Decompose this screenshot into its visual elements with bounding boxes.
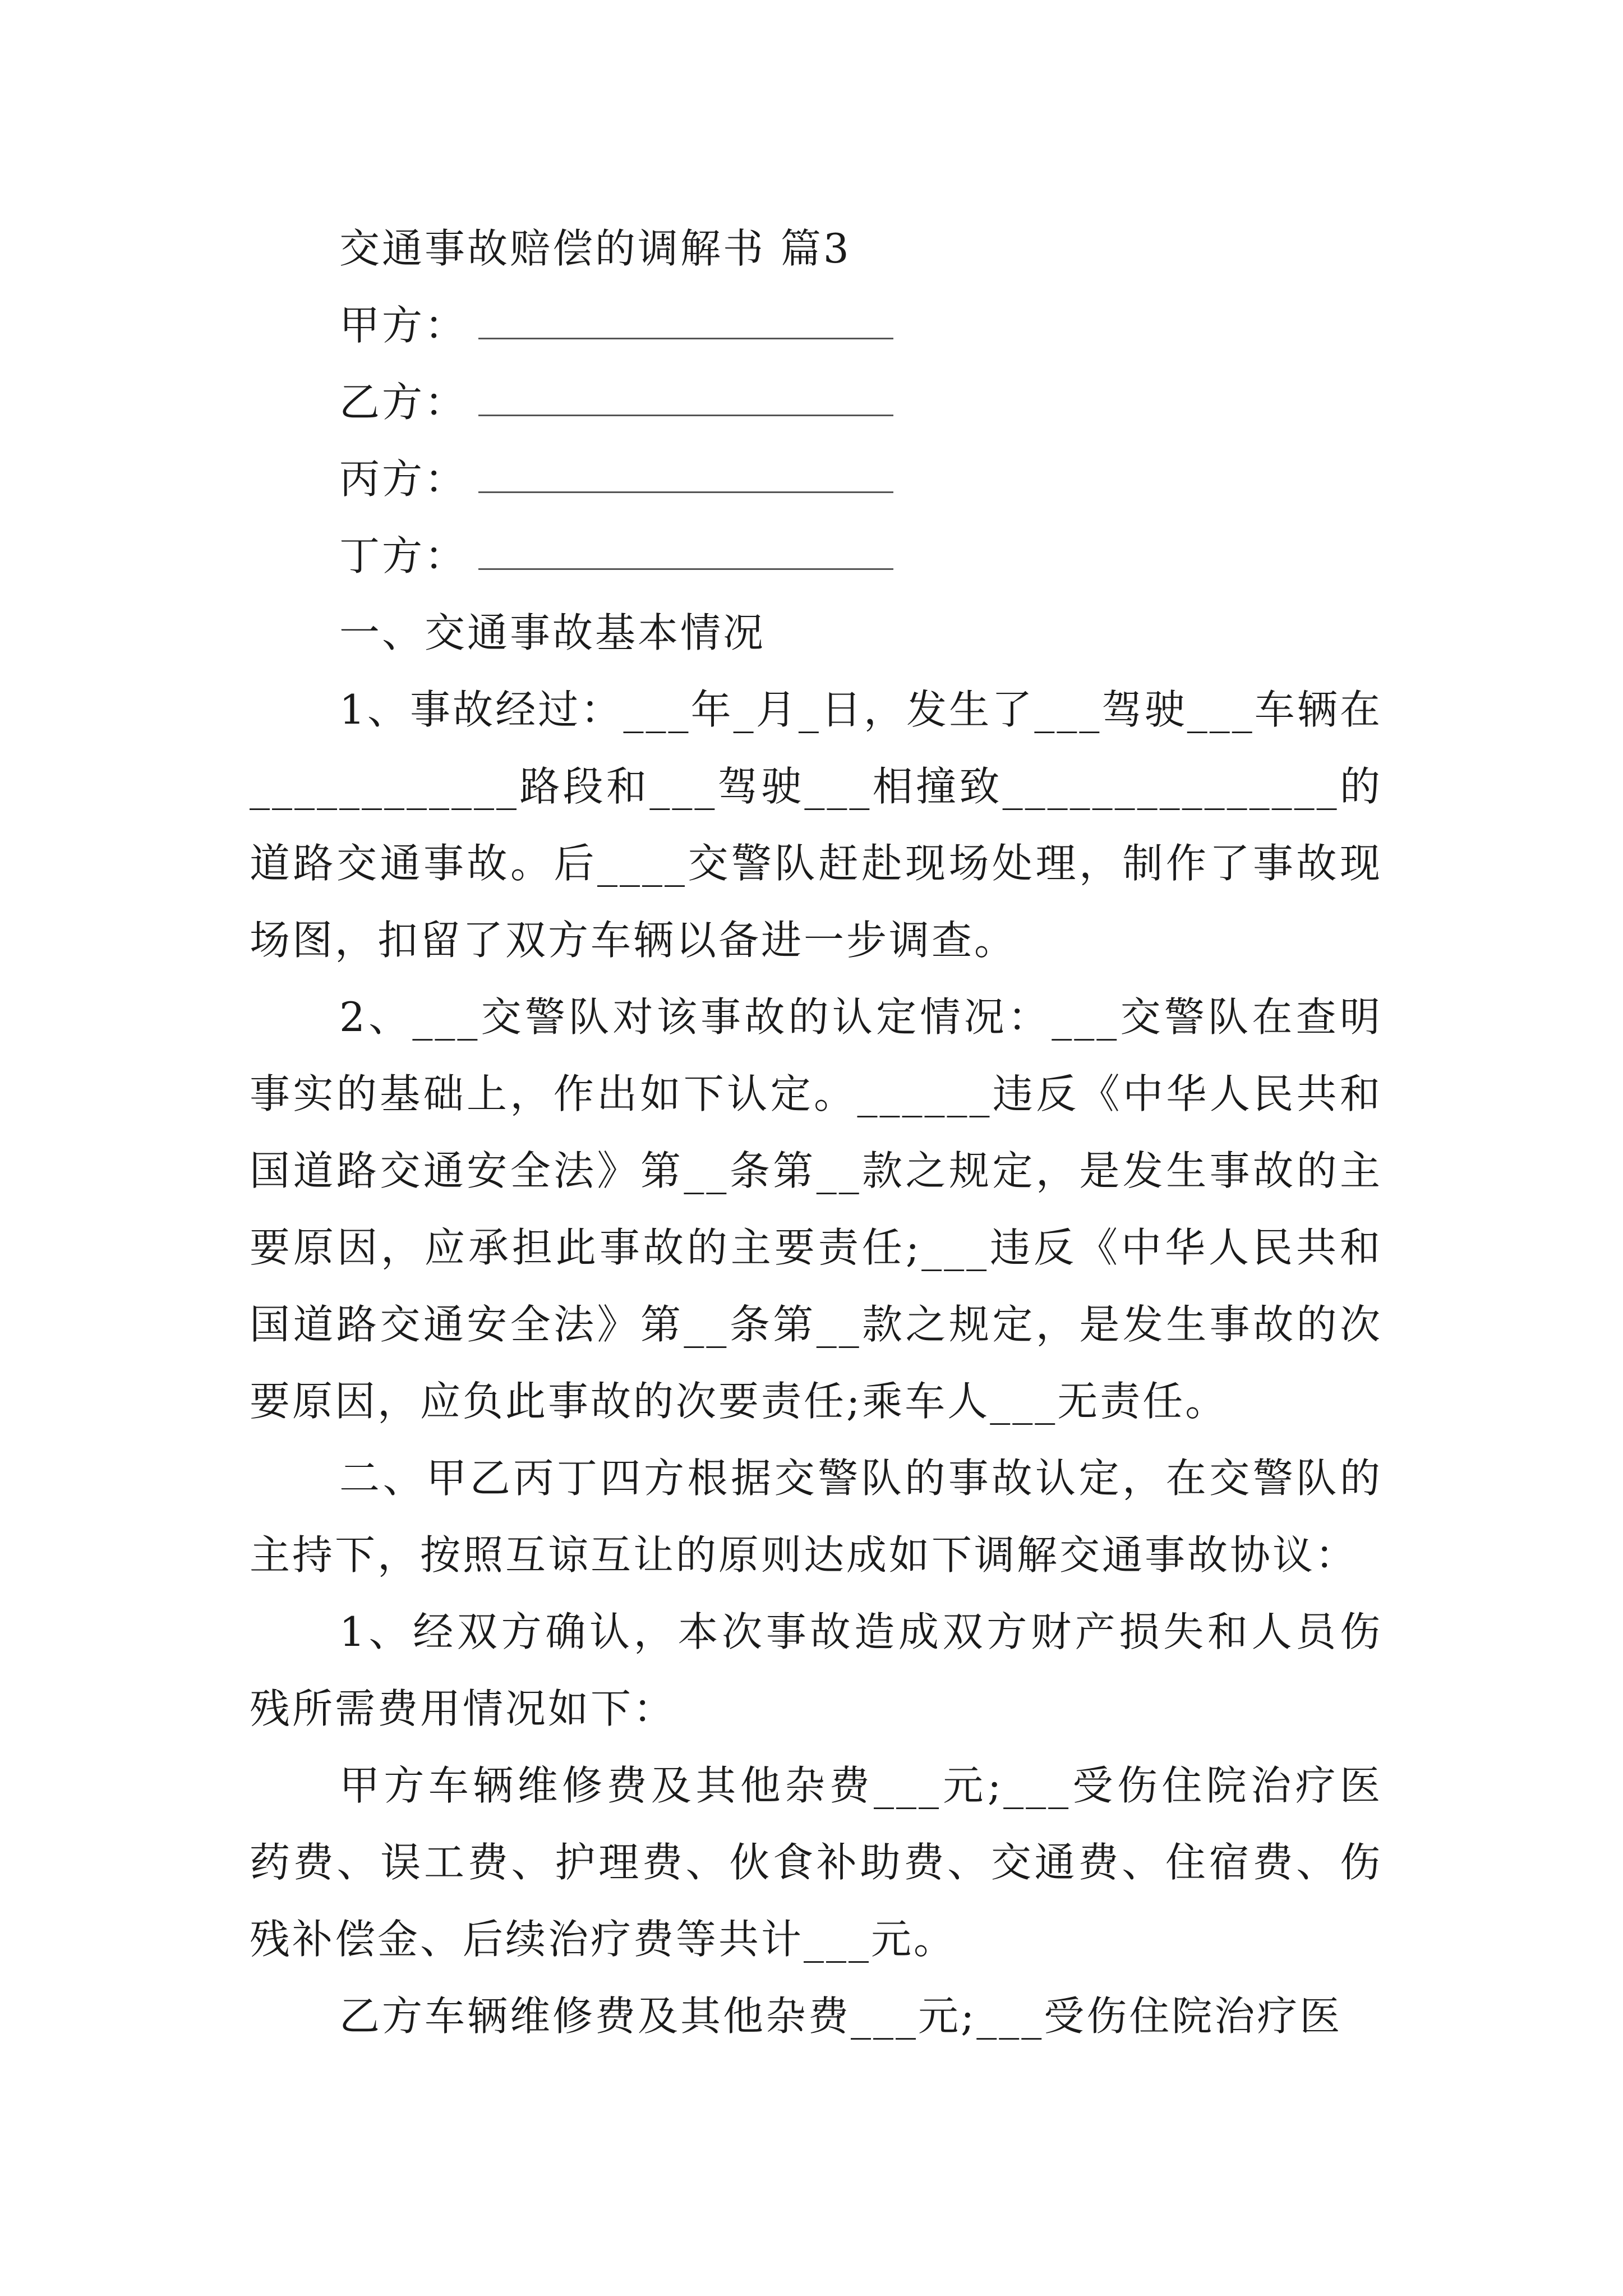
section-heading-1: 一、交通事故基本情况 xyxy=(339,609,766,656)
document-title: 交通事故赔偿的调解书 篇3 xyxy=(339,225,851,272)
party-label: 乙方： xyxy=(339,379,468,426)
party-blank xyxy=(478,304,893,339)
paragraph-party-a-costs: 甲方车辆维修费及其他杂费___元;___受伤住院治疗医药费、误工费、护理费、伙食补助费、交通费、住宿费、伤残补偿金、后续治疗费等共计___元。 xyxy=(250,1762,1382,1963)
party-line-yi xyxy=(339,364,1382,441)
party-label: 甲方： xyxy=(339,302,468,349)
party-label: 丁方： xyxy=(339,532,468,579)
party-line-ding xyxy=(339,518,1382,595)
party-line-jia xyxy=(339,287,1382,364)
paragraph-loss-confirmation: 1、经双方确认，本次事故造成双方财产损失和人员伤残所需费用情况如下： xyxy=(250,1608,1382,1732)
document-body xyxy=(250,210,1382,2055)
paragraph-accident-process: 1、事故经过：___年_月_日，发生了___驾驶___车辆在____________路段和___驾驶___相撞致_______________的道路交通事故。后____交警队赶赴现场处理，制作了事故现场图，扣留了双方车辆以备进一步调查。 xyxy=(250,686,1382,964)
paragraph-party-b-costs: 乙方车辆维修费及其他杂费___元;___受伤住院治疗医 xyxy=(339,1993,1343,2040)
party-label: 丙方： xyxy=(339,455,468,503)
party-blank xyxy=(478,458,893,493)
paragraph-police-determination: 2、___交警队对该事故的认定情况：___交警队在查明事实的基础上，作出如下认定。______违反《中华人民共和国道路交通安全法》第__条第__款之规定，是发生事故的主要原因，应承担此事故的主要责任;___违反《中华人民共和国道路交通安全法》第__条第__款之规定，是发生事故的次要原因，应负此事故的次要责任;乘车人___无责任。 xyxy=(250,993,1382,1425)
party-blank xyxy=(478,535,893,570)
paragraph-agreement-intro: 二、甲乙丙丁四方根据交警队的事故认定，在交警队的主持下，按照互谅互让的原则达成如下调解交通事故协议： xyxy=(250,1455,1382,1579)
party-blank xyxy=(478,381,893,416)
party-line-bing xyxy=(339,441,1382,518)
